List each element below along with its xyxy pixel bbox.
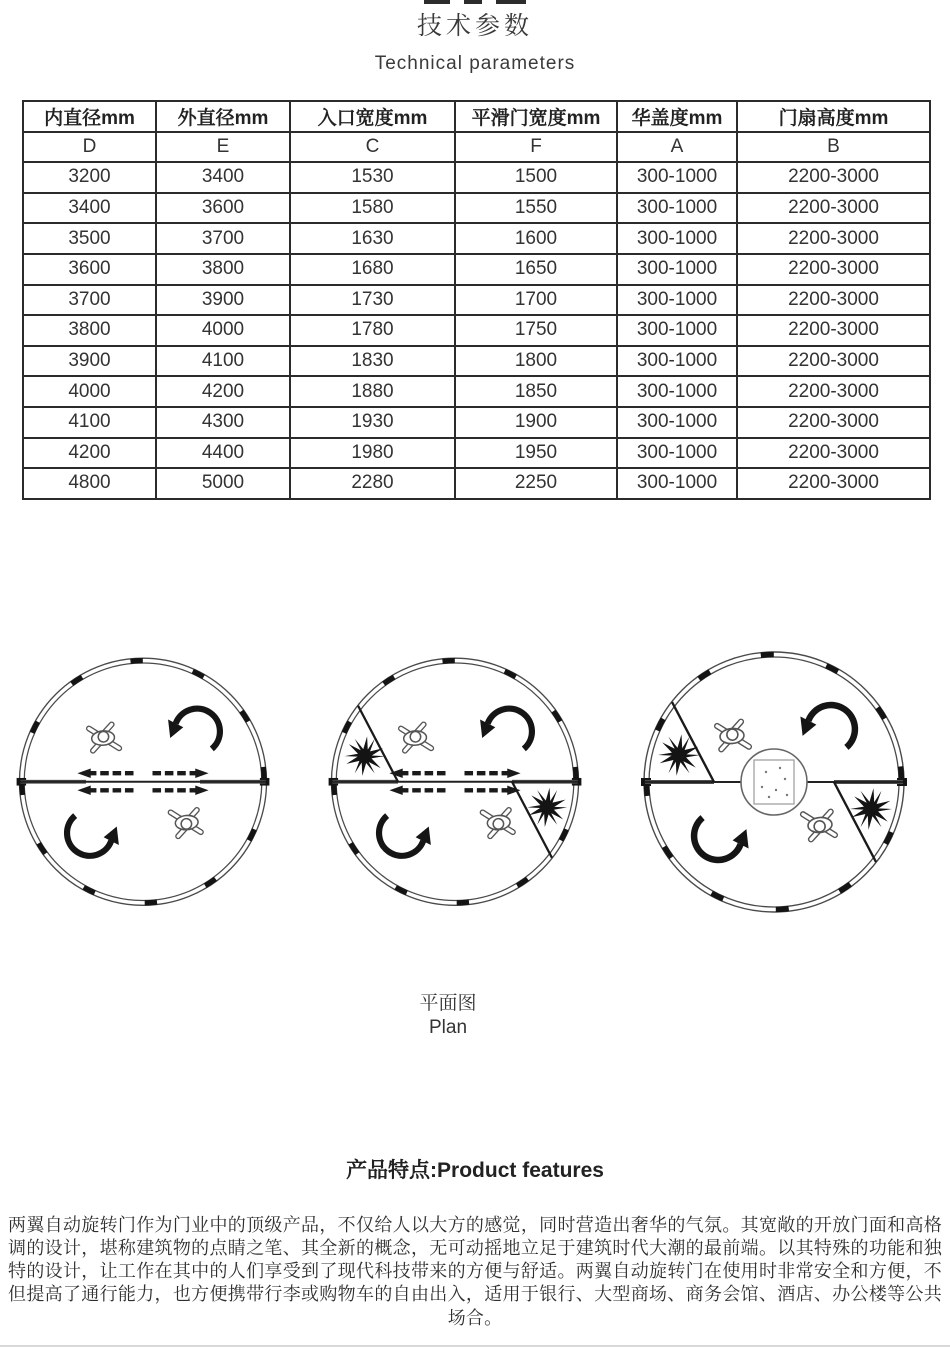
table-cell: 2200-3000 <box>737 315 930 346</box>
table-cell: 2200-3000 <box>737 407 930 438</box>
table-cell: 300-1000 <box>617 254 737 285</box>
table-row <box>23 285 930 316</box>
table-row <box>23 468 930 499</box>
table-cell: 2200-3000 <box>737 346 930 377</box>
table-row <box>23 407 930 438</box>
table-cell: 1530 <box>290 162 455 193</box>
table-cell: 300-1000 <box>617 376 737 407</box>
table-row <box>23 254 930 285</box>
page-subtitle: Technical parameters <box>374 53 576 74</box>
plan-caption-en: Plan <box>428 1016 468 1038</box>
table-cell: 2200-3000 <box>737 254 930 285</box>
table-cell: 4100 <box>23 407 156 438</box>
table-cell: 1600 <box>455 223 617 254</box>
person-top-view-icon <box>162 796 212 847</box>
diameter-wall <box>332 780 577 784</box>
plant-starburst-icon <box>345 736 385 776</box>
table-cell: 300-1000 <box>617 407 737 438</box>
table-cell: 4000 <box>156 315 290 346</box>
plan-caption <box>0 992 923 1040</box>
curved-rotation-arrow-icon <box>67 816 119 856</box>
letter-row <box>23 132 930 163</box>
table-cell: 3800 <box>23 315 156 346</box>
header-row <box>23 101 930 132</box>
header-cell: 入口宽度mm <box>290 101 455 132</box>
table-cell: 300-1000 <box>617 346 737 377</box>
table-cell: 2200-3000 <box>737 162 930 193</box>
table-cell: 3200 <box>23 162 156 193</box>
page-title: 技术参数 <box>416 12 533 40</box>
plan-diagrams <box>0 636 950 928</box>
table-cell: 300-1000 <box>617 162 737 193</box>
table-row <box>23 193 930 224</box>
table-row <box>23 376 930 407</box>
table-cell: 2200-3000 <box>737 468 930 499</box>
table-cell: 2250 <box>455 468 617 499</box>
table-cell: 4200 <box>156 376 290 407</box>
table-cell: 4400 <box>156 438 290 469</box>
letter-cell: E <box>156 132 290 163</box>
table-cell: 3500 <box>23 223 156 254</box>
table-cell: 3800 <box>156 254 290 285</box>
table-cell: 1880 <box>290 376 455 407</box>
table-cell: 4300 <box>156 407 290 438</box>
table-row <box>23 346 930 377</box>
letter-cell: D <box>23 132 156 163</box>
features-heading: 产品特点:Product features <box>346 1158 604 1182</box>
table-cell: 1980 <box>290 438 455 469</box>
plan-caption-zh: 平面图 <box>419 992 477 1014</box>
parameters-table <box>22 100 931 500</box>
person-top-view-icon <box>706 710 758 763</box>
central-showcase-icon <box>741 749 807 815</box>
table-cell: 300-1000 <box>617 468 737 499</box>
header-cell: 平滑门宽度mm <box>455 101 617 132</box>
table-cell: 2200-3000 <box>737 193 930 224</box>
person-top-view-icon <box>794 797 846 850</box>
table-cell: 4200 <box>23 438 156 469</box>
two-wing-door-side-showcases-plan <box>321 643 589 921</box>
table-cell: 1950 <box>455 438 617 469</box>
person-top-view-icon <box>474 796 524 847</box>
two-wing-door-plan-svg <box>9 643 277 921</box>
table-cell: 2280 <box>290 468 455 499</box>
header-cell: 华盖度mm <box>617 101 737 132</box>
table-cell: 3900 <box>156 285 290 316</box>
table-cell: 300-1000 <box>617 193 737 224</box>
two-wing-door-central-showcase-plan <box>633 636 915 928</box>
table-cell: 2200-3000 <box>737 376 930 407</box>
table-cell: 1850 <box>455 376 617 407</box>
table-cell: 1680 <box>290 254 455 285</box>
table-cell: 300-1000 <box>617 285 737 316</box>
table-cell: 4100 <box>156 346 290 377</box>
table-row <box>23 315 930 346</box>
two-wing-door-central-showcase-plan-svg <box>633 636 915 928</box>
curved-rotation-arrow-icon <box>480 709 532 749</box>
header-cell: 内直径mm <box>23 101 156 132</box>
table-cell: 1580 <box>290 193 455 224</box>
table-cell: 1630 <box>290 223 455 254</box>
letter-cell: A <box>617 132 737 163</box>
table-cell: 3400 <box>23 193 156 224</box>
table-cell: 1900 <box>455 407 617 438</box>
table-cell: 2200-3000 <box>737 438 930 469</box>
table-cell: 1650 <box>455 254 617 285</box>
plant-starburst-icon <box>658 734 700 776</box>
person-top-view-icon <box>390 714 440 765</box>
table-cell: 300-1000 <box>617 315 737 346</box>
table-cell: 3600 <box>156 193 290 224</box>
table-row <box>23 438 930 469</box>
table-cell: 5000 <box>156 468 290 499</box>
curved-rotation-arrow-icon <box>694 817 749 859</box>
table-row <box>23 223 930 254</box>
letter-cell: B <box>737 132 930 163</box>
table-cell: 300-1000 <box>617 223 737 254</box>
table-cell: 3700 <box>23 285 156 316</box>
table-cell: 1730 <box>290 285 455 316</box>
table-cell: 1550 <box>455 193 617 224</box>
header-cell: 门扇高度mm <box>737 101 930 132</box>
table-cell: 3600 <box>23 254 156 285</box>
two-wing-door-side-showcases-plan-svg <box>321 643 589 921</box>
table-cell: 2200-3000 <box>737 223 930 254</box>
table-cell: 1700 <box>455 285 617 316</box>
header-cell: 外直径mm <box>156 101 290 132</box>
table-cell: 2200-3000 <box>737 285 930 316</box>
table-cell: 1930 <box>290 407 455 438</box>
parameters-table-head <box>23 101 930 162</box>
table-cell: 4000 <box>23 376 156 407</box>
letter-cell: F <box>455 132 617 163</box>
table-cell: 3400 <box>156 162 290 193</box>
table-cell: 1830 <box>290 346 455 377</box>
table-cell: 1780 <box>290 315 455 346</box>
diameter-wall <box>20 780 265 784</box>
curved-rotation-arrow-icon <box>379 816 431 856</box>
table-cell: 300-1000 <box>617 438 737 469</box>
curved-rotation-arrow-icon <box>800 705 855 747</box>
two-wing-door-plan <box>9 643 277 921</box>
curved-rotation-arrow-icon <box>168 709 220 749</box>
person-top-view-icon <box>78 714 128 765</box>
table-cell: 4800 <box>23 468 156 499</box>
table-cell: 1800 <box>455 346 617 377</box>
table-cell: 1750 <box>455 315 617 346</box>
table-row <box>23 162 930 193</box>
letter-cell: C <box>290 132 455 163</box>
parameters-table-body <box>23 162 930 499</box>
cropped-content-artifact <box>424 0 540 4</box>
features-paragraph: 两翼自动旋转门作为门业中的顶级产品，不仅给人以大方的感觉，同时营造出奢华的气氛。其宽敞的开放门面和高格调的设计，堪称建筑物的点睛之笔、其全新的概念，无可动摇地立足于建筑时代大潮的最前端。以其特殊的功能和独特的设计，让工作在其中的人们享受到了现代科技带来的方便与舒适。两翼自动旋转门在使用时非常安全和方便，不但提高了通行能力，也方便携带行李或购物车的自由出入，适用于银行、大型商场、商务会馆、酒店、办公楼等公共场合。 <box>8 1214 942 1328</box>
table-cell: 3900 <box>23 346 156 377</box>
table-cell: 1500 <box>455 162 617 193</box>
table-cell: 3700 <box>156 223 290 254</box>
